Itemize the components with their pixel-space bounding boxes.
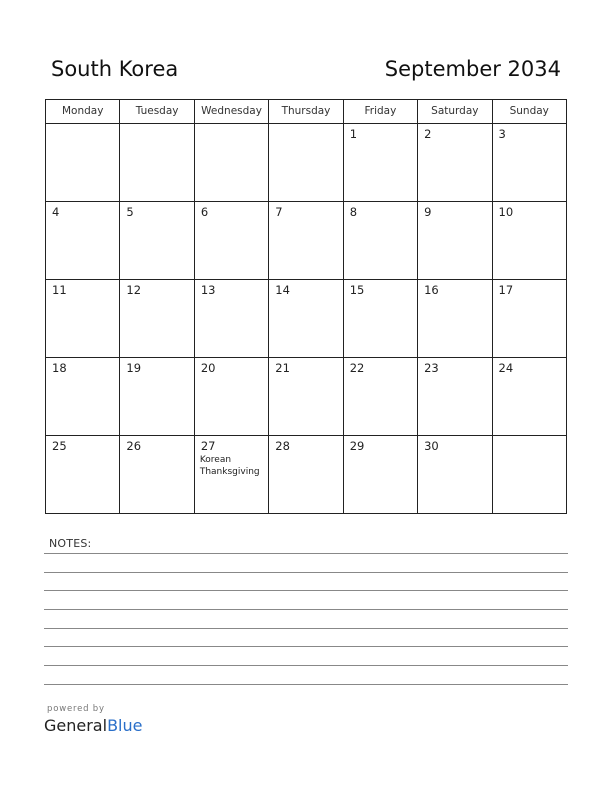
notes-label: NOTES: xyxy=(49,537,92,550)
day-number: 12 xyxy=(126,283,142,297)
notes-line xyxy=(44,628,568,629)
notes-line xyxy=(44,553,568,554)
day-cell xyxy=(195,202,269,280)
day-number: 9 xyxy=(424,205,432,219)
day-number: 13 xyxy=(200,283,216,297)
weekday-header-row xyxy=(46,100,567,124)
day-cell xyxy=(418,124,492,202)
day-number: 8 xyxy=(349,205,358,219)
calendar-grid xyxy=(45,99,567,514)
day-number: 11 xyxy=(52,283,67,297)
day-cell xyxy=(46,436,120,514)
day-cell xyxy=(418,280,492,358)
day-number: 14 xyxy=(275,283,290,297)
week-row xyxy=(46,202,567,280)
notes-line xyxy=(44,646,568,647)
notes-line xyxy=(44,590,568,591)
day-cell xyxy=(120,202,194,280)
day-cell xyxy=(195,280,269,358)
powered-by-text: powered by xyxy=(47,704,105,714)
week-row xyxy=(46,436,567,514)
day-cell xyxy=(120,280,194,358)
day-number: 17 xyxy=(498,283,514,297)
calendar-month-title: September 2034 xyxy=(384,57,561,81)
day-cell xyxy=(269,358,343,436)
day-cell xyxy=(46,124,120,202)
day-cell xyxy=(269,202,343,280)
day-cell xyxy=(493,436,567,514)
day-cell xyxy=(195,358,269,436)
day-number: 23 xyxy=(424,361,439,375)
day-cell xyxy=(344,280,418,358)
weekday-header: Thursday xyxy=(269,100,343,124)
day-cell xyxy=(120,436,194,514)
notes-line xyxy=(44,609,568,610)
day-number: 24 xyxy=(498,361,514,375)
notes-line xyxy=(44,572,568,573)
day-number: 21 xyxy=(275,361,290,375)
day-number: 27 xyxy=(200,439,216,453)
week-row xyxy=(46,124,567,202)
weekday-header: Wednesday xyxy=(195,100,269,124)
day-cell xyxy=(195,124,269,202)
day-number: 22 xyxy=(349,361,365,375)
day-number: 18 xyxy=(52,361,67,375)
day-number: 30 xyxy=(424,439,439,453)
day-cell xyxy=(418,436,492,514)
week-row xyxy=(46,280,567,358)
calendar-country-title: South Korea xyxy=(51,57,179,81)
brand-general: General xyxy=(44,716,108,735)
day-number: 3 xyxy=(498,127,506,141)
day-cell xyxy=(493,202,567,280)
day-number: 29 xyxy=(349,439,365,453)
day-cell xyxy=(344,202,418,280)
weekday-header: Sunday xyxy=(493,100,567,124)
day-number: 20 xyxy=(200,361,216,375)
day-cell xyxy=(269,436,343,514)
generalblue-logo xyxy=(44,716,142,736)
day-number: 2 xyxy=(424,127,432,141)
day-number: 6 xyxy=(200,205,209,219)
brand-blue: Blue xyxy=(107,716,143,735)
day-cell xyxy=(418,202,492,280)
day-cell xyxy=(493,124,567,202)
notes-line xyxy=(44,684,568,685)
day-number: 4 xyxy=(52,205,60,219)
day-number: 16 xyxy=(424,283,439,297)
week-row xyxy=(46,358,567,436)
day-cell xyxy=(269,280,343,358)
notes-line xyxy=(44,665,568,666)
weekday-header: Saturday xyxy=(418,100,492,124)
weekday-header: Monday xyxy=(46,100,120,124)
day-cell xyxy=(493,280,567,358)
day-cell xyxy=(418,358,492,436)
day-number: 7 xyxy=(275,205,283,219)
day-cell xyxy=(344,124,418,202)
weekday-header: Tuesday xyxy=(120,100,194,124)
day-number: 15 xyxy=(349,283,365,297)
day-cell xyxy=(344,358,418,436)
day-number: 19 xyxy=(126,361,142,375)
day-cell xyxy=(195,436,269,514)
day-cell xyxy=(493,358,567,436)
day-cell xyxy=(46,202,120,280)
day-number: 28 xyxy=(275,439,290,453)
day-cell xyxy=(269,124,343,202)
day-cell xyxy=(120,358,194,436)
day-number: 1 xyxy=(349,127,358,141)
holiday-event: Korean Thanksgiving xyxy=(199,455,260,477)
day-cell xyxy=(46,358,120,436)
day-cell xyxy=(120,124,194,202)
weekday-header: Friday xyxy=(344,100,418,124)
day-cell xyxy=(46,280,120,358)
day-number: 25 xyxy=(52,439,67,453)
day-number: 26 xyxy=(126,439,142,453)
day-cell xyxy=(344,436,418,514)
day-number: 10 xyxy=(498,205,514,219)
day-number: 5 xyxy=(126,205,134,219)
